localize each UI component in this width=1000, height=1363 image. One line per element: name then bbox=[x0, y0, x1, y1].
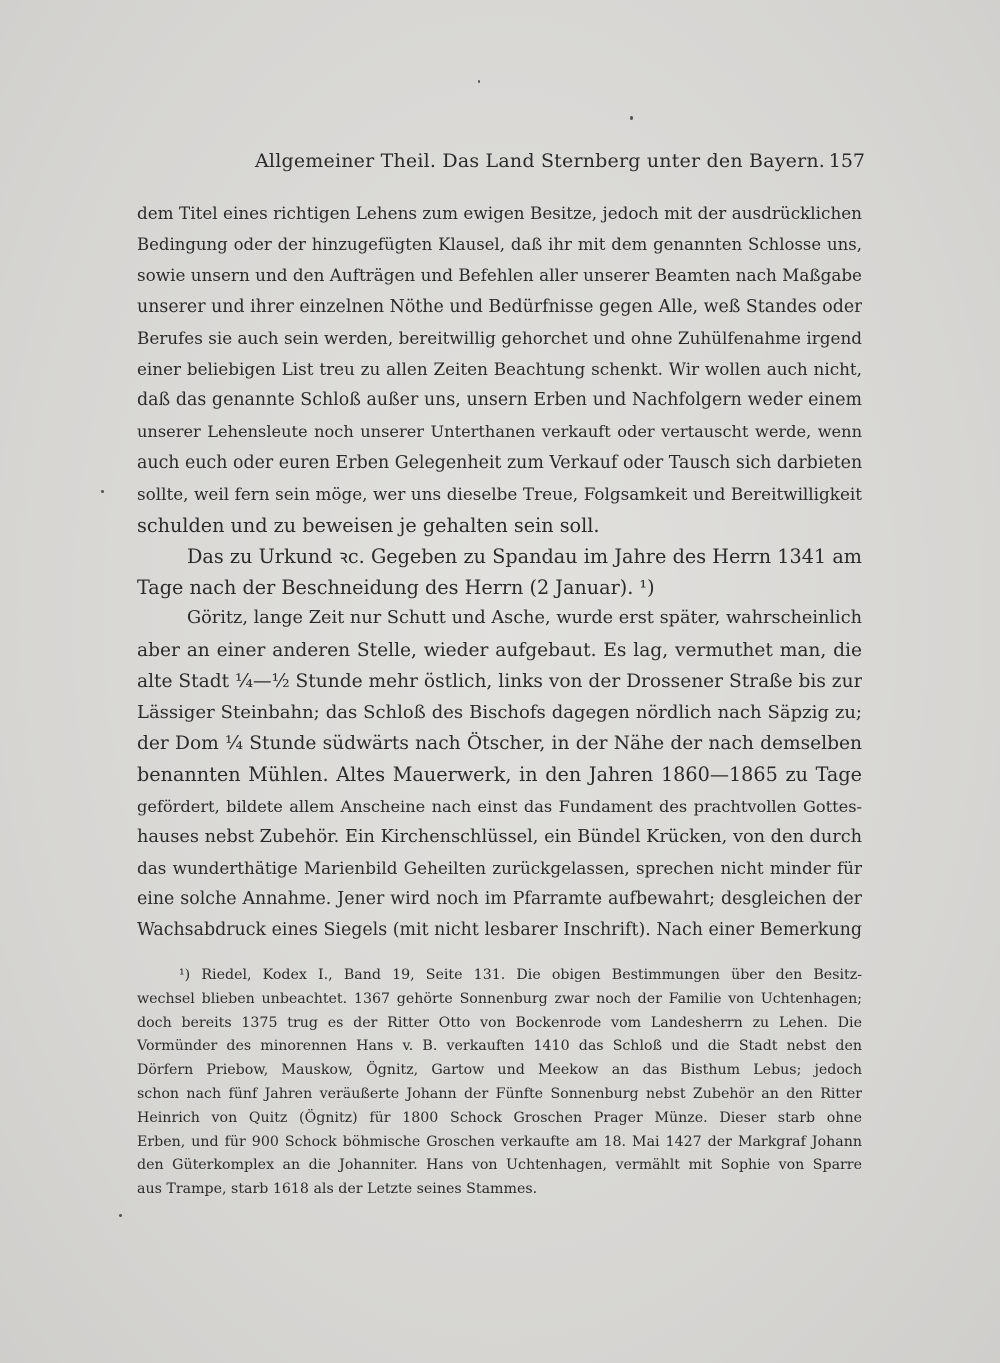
footnote-line: doch bereits 1375 trug es der Ritter Otto von Bockenrode vom Landesherrn zu Lehen. Die bbox=[137, 1014, 862, 1031]
footnote-line: Erben, und für 900 Schock böhmische Groschen verkaufte am 18. Mai 1427 der Markgraf Johann bbox=[137, 1133, 862, 1150]
text-line: gefördert, bildete allem Anscheine nach einst das Fundament des prachtvollen Gottes- bbox=[137, 796, 862, 816]
text-line: hauses nebst Zubehör. Ein Kirchenschlüssel, ein Bündel Krücken, von den durch bbox=[137, 826, 862, 847]
footnote-line: Heinrich von Quitz (Ögnitz) für 1800 Schock Groschen Prager Münze. Dieser starb ohne bbox=[137, 1109, 862, 1126]
paper-speck bbox=[630, 116, 633, 120]
text-line: daß das genannte Schloß außer uns, unsern Erben und Nachfolgern weder einem bbox=[137, 390, 862, 411]
text-line: Berufes sie auch sein werden, bereitwillig gehorchet und ohne Zuhülfenahme irgend bbox=[137, 327, 862, 348]
text-line: das wunderthätige Marienbild Geheilten zurückgelassen, sprechen nicht minder für bbox=[137, 857, 862, 878]
main-text bbox=[137, 198, 862, 947]
footnote-line: wechsel blieben unbeachtet. 1367 gehörte Sonnenburg zwar noch der Familie von Uchtenhagen; bbox=[137, 990, 862, 1007]
text-line: einer beliebigen List treu zu allen Zeiten Beachtung schenkt. Wir wollen auch nicht, bbox=[137, 358, 862, 379]
footnote-line: den Güterkomplex an die Johanniter. Hans von Uchtenhagen, vermählt mit Sophie von Sparre bbox=[137, 1157, 862, 1174]
text-line: sowie unsern und den Aufträgen und Befehlen aller unserer Beamten nach Maßgabe bbox=[137, 265, 862, 286]
text-line: Das zu Urkund ꝛc. Gegeben zu Spandau im Jahre des Herrn 1341 am bbox=[187, 545, 862, 569]
running-header bbox=[255, 150, 865, 182]
paper-speck bbox=[119, 1214, 122, 1217]
footnote-line: aus Trampe, starb 1618 als der Letzte seines Stammes. bbox=[137, 1181, 538, 1198]
text-line: Bedingung oder der hinzugefügten Klausel, daß ihr mit dem genannten Schlosse uns, bbox=[137, 235, 862, 255]
footnote-line: schon nach fünf Jahren veräußerte Johann der Fünfte Sonnenburg nebst Zubehör an den Ritter bbox=[137, 1085, 862, 1102]
text-line: benannten Mühlen. Altes Mauerwerk, in den Jahren 1860—1865 zu Tage bbox=[137, 763, 862, 787]
text-line: dem Titel eines richtigen Lehens zum ewigen Besitze, jedoch mit der ausdrücklichen bbox=[137, 203, 862, 223]
page-number: 157 bbox=[828, 150, 865, 172]
text-line: Wachsabdruck eines Siegels (mit nicht lesbarer Inschrift). Nach einer Bemerkung bbox=[137, 920, 862, 941]
text-line: Göritz, lange Zeit nur Schutt und Asche, wurde erst später, wahrscheinlich bbox=[187, 608, 862, 629]
text-line: unserer und ihrer einzelnen Nöthe und Bedürfnisse gegen Alle, weß Standes oder bbox=[137, 296, 862, 317]
paper-speck bbox=[478, 80, 480, 83]
footnote-line: ¹) Riedel, Kodex I., Band 19, Seite 131. Die obigen Bestimmungen über den Besitz- bbox=[179, 967, 862, 983]
paper-speck bbox=[101, 490, 104, 493]
text-line: unserer Lehensleute noch unserer Unterthanen verkauft oder vertauscht werde, wenn bbox=[137, 422, 862, 442]
text-line: eine solche Annahme. Jener wird noch im Pfarramte aufbewahrt; desgleichen der bbox=[137, 889, 862, 910]
text-line: schulden und zu beweisen je gehalten sein soll. bbox=[137, 513, 600, 537]
text-line: aber an einer anderen Stelle, wieder aufgebaut. Es lag, vermuthet man, die bbox=[137, 639, 862, 661]
running-title: Allgemeiner Theil. Das Land Sternberg unter den Bayern. bbox=[255, 150, 826, 172]
text-line: Tage nach der Beschneidung des Herrn (2 Januar). ¹) bbox=[137, 576, 655, 600]
text-line: auch euch oder euren Erben Gelegenheit zum Verkauf oder Tausch sich darbieten bbox=[137, 452, 862, 473]
text-line: der Dom ¼ Stunde südwärts nach Ötscher, in der Nähe der nach demselben bbox=[137, 733, 862, 755]
text-line: sollte, weil fern sein möge, wer uns dieselbe Treue, Folgsamkeit und Bereitwilligkeit bbox=[137, 483, 862, 504]
footnote-line: Vormünder des minorennen Hans v. B. verkauften 1410 das Schloß und die Stadt nebst den bbox=[137, 1038, 862, 1055]
footnotes bbox=[137, 964, 862, 1202]
text-line: alte Stadt ¼—½ Stunde mehr östlich, links von der Drossener Straße bis zur bbox=[137, 670, 862, 692]
footnote-line: Dörfern Priebow, Mauskow, Ögnitz, Gartow und Meekow an das Bisthum Lebus; jedoch bbox=[137, 1062, 862, 1079]
text-line: Lässiger Steinbahn; das Schloß des Bischofs dagegen nördlich nach Säpzig zu; bbox=[137, 702, 862, 723]
